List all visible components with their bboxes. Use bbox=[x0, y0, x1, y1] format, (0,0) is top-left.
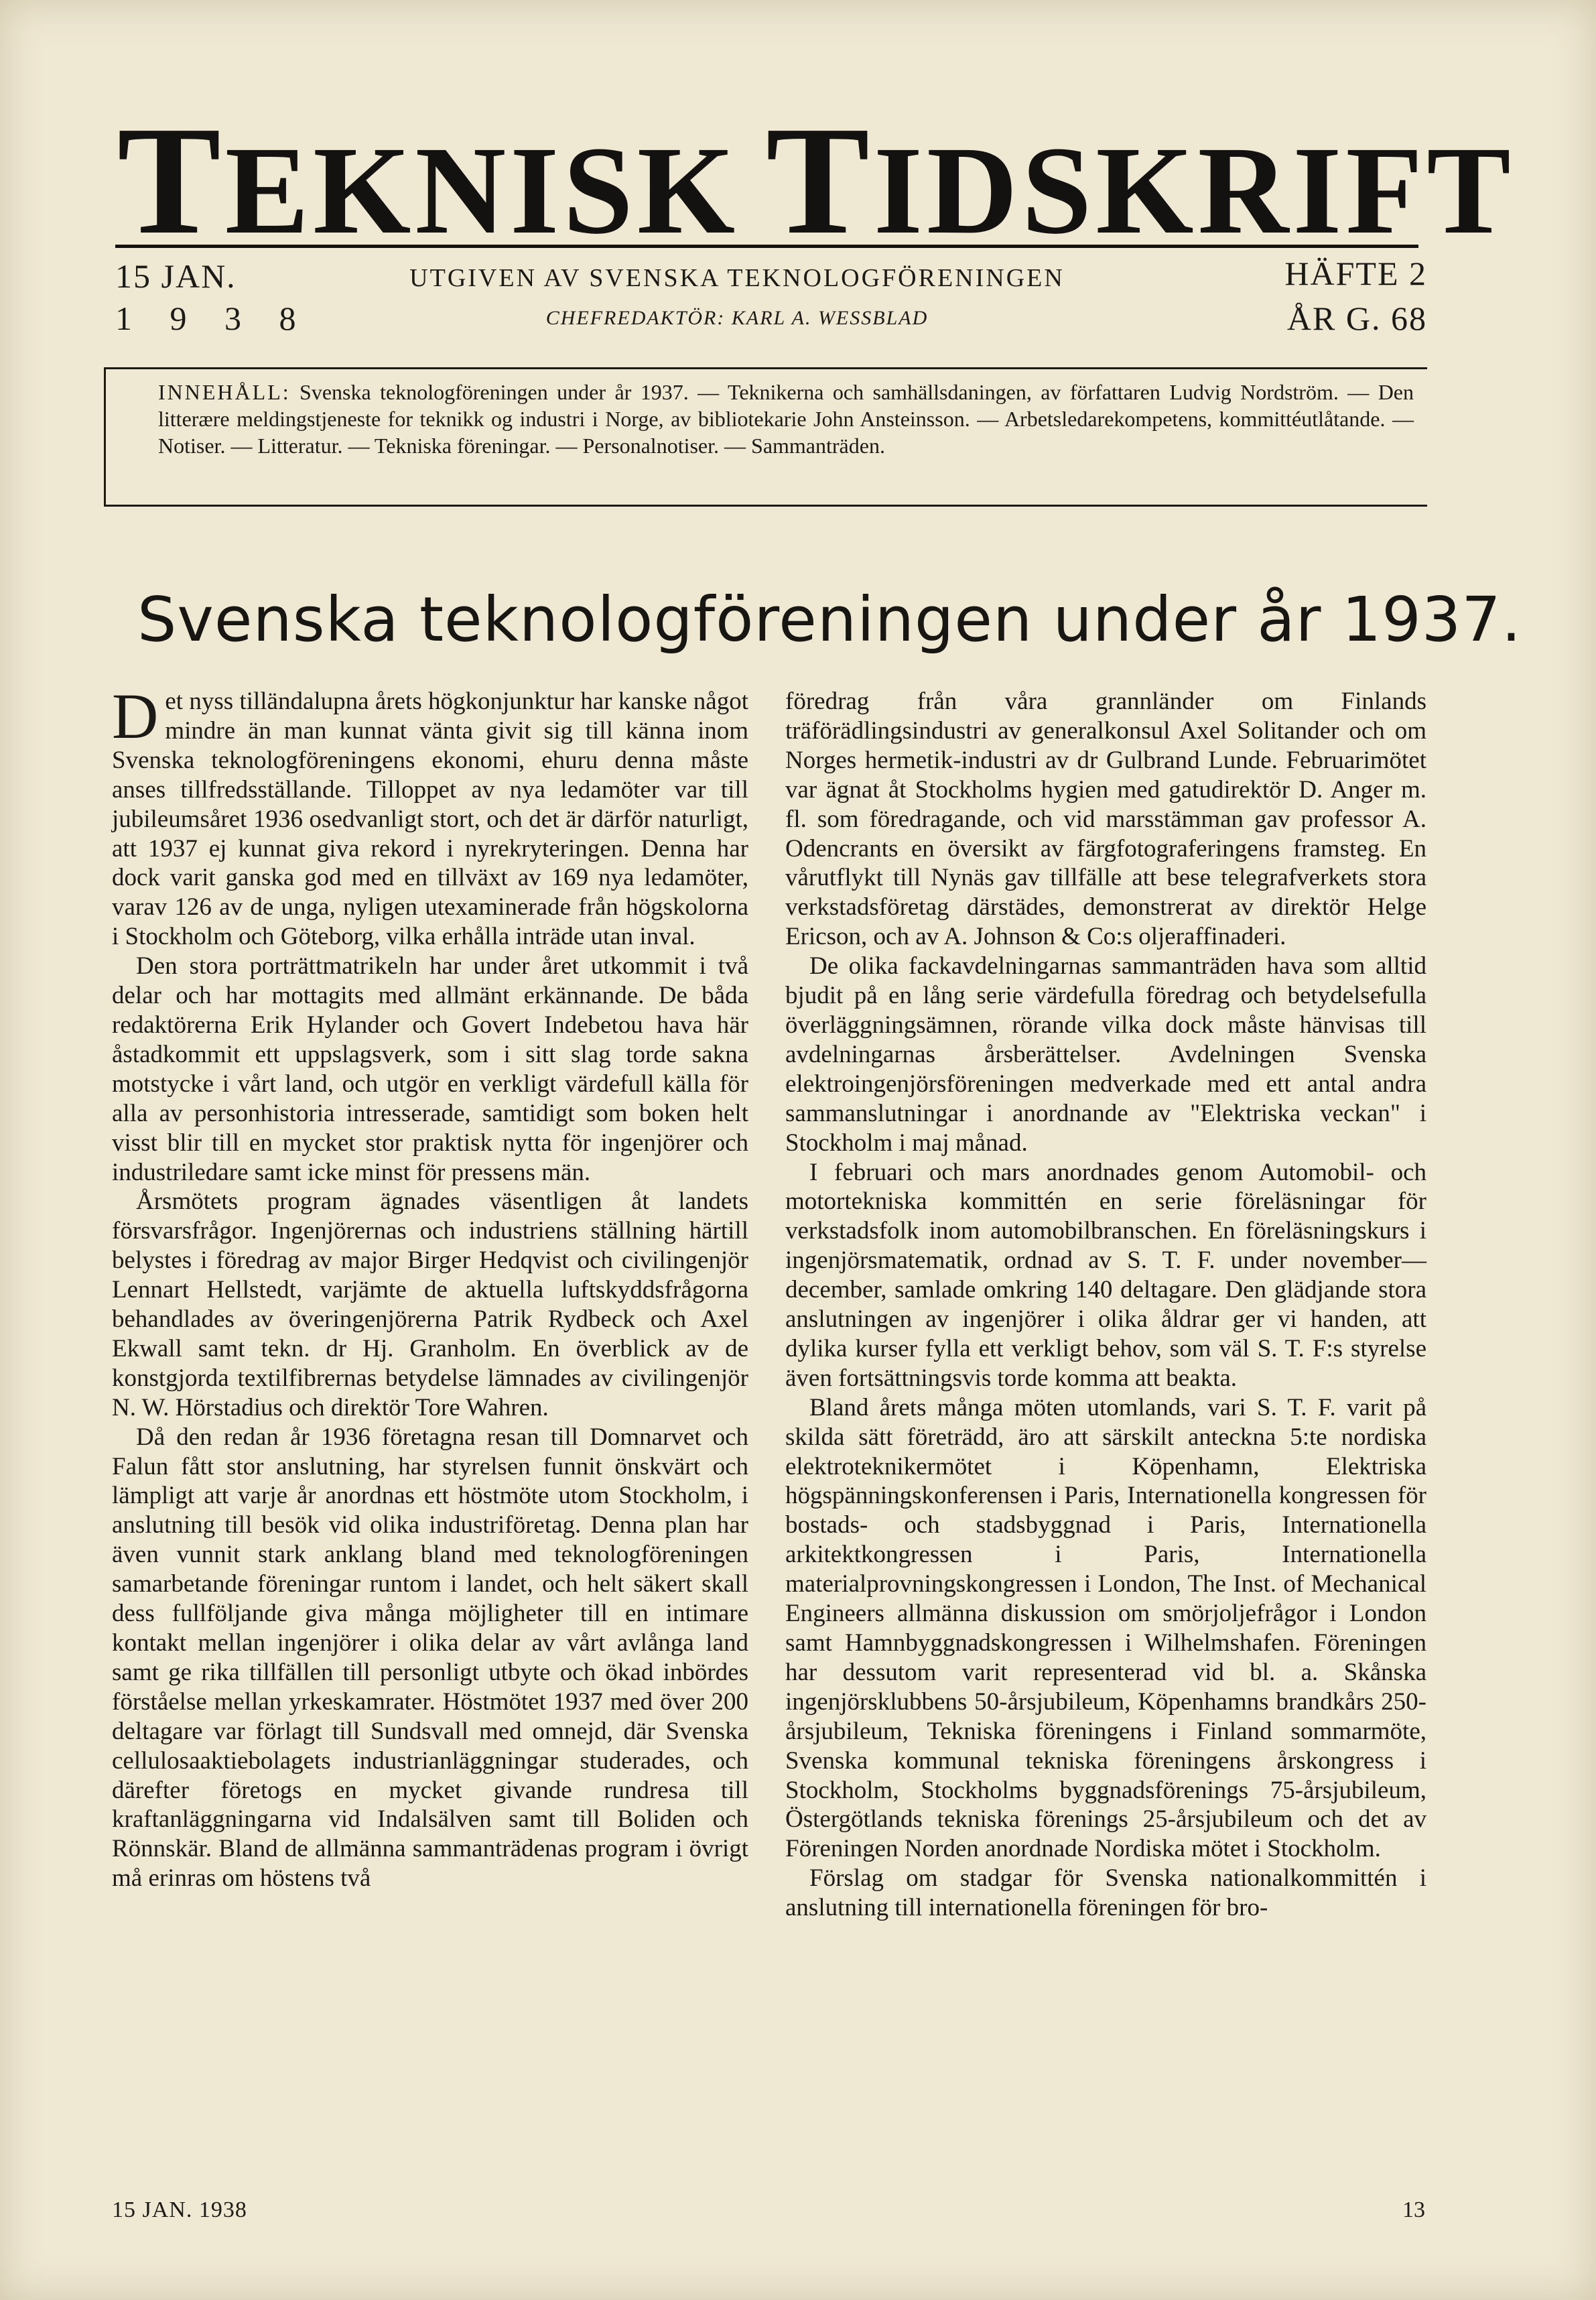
paragraph: Årsmötets program ägnades väsentligen åt landets försvarsfrågor. Ingenjörernas och industriens ställning härtill belystes i föredrag av major Birger Hedqvist och civilingenjör Lennart Hellstedt, varjämte de aktuella luftskyddsfrågorna behandlades av överingenjörerna Patrik Rydbeck och Axel Ekwall samt tekn. dr Hj. Granholm. En överblick av de konstgjorda textilfibrernas betydelse lämnades av civilingenjör N. W. Hörstadius och direktör Tore Wahren. bbox=[112, 1188, 748, 1421]
paragraph: föredrag från våra grannländer om Finlands träförädlingsindustri av generalkonsul Axel Solitander och om Norges hermetik-industri av dr Gulbrand Lunde. Februarimötet var ägnat åt Stockholms hygien med gatudirektör D. Anger m. fl. som föredragande, och vid marsstämman gav professor A. Odencrants en översikt av färgfotograferingens framsteg. En vårutflykt till Nynäs gav tillfälle att bese telegrafverkets stora verkstadsföretag därstädes, demonstrerat av direktör Helge Ericson, och av A. Johnson & Co:s oljeraffinaderi. bbox=[785, 688, 1426, 951]
article-column-left bbox=[112, 680, 748, 1893]
paragraph: I februari och mars anordnades genom Automobil- och motortekniska kommittén en serie föreläsningar för verkstadsfolk inom automobilbranschen. En föreläsningskurs i ingenjörsmatematik, ordnad av S. T. F. under november—december, samlade omkring 140 deltagare. Den glädjande stora anslutningen av ingenjörer i olika åldrar ger vi handen, att dylika kurser fylla ett verkligt behov, som väl S. T. F:s styrelse även fortsättningsvis torde komma att beakta. bbox=[785, 1158, 1426, 1392]
drop-cap: D bbox=[112, 680, 159, 752]
issue-year: 1 9 3 8 bbox=[115, 300, 311, 337]
footer-date: 15 JAN. 1938 bbox=[112, 2197, 247, 2222]
paragraph: Det nyss tilländalupna årets högkonjunktur har kanske något mindre än man kunnat vänta givit sig till känna inom Svenska teknologföreningens ekonomi, ehuru denna måste anses tillfredsställande. Tilloppet av nya ledamöter var till jubileumsåret 1936 osedvanligt stort, och det är därför naturligt, att 1937 ej kunnat giva rekord i nyrekryteringen. Denna har dock varit ganska god med en tillväxt av 169 nya ledamöter, varav 126 av de unga, nyligen utexaminerade från högskolorna i Stockholm och Göteborg, vilka erhålla inträde utan inval. bbox=[112, 680, 748, 951]
masthead-title bbox=[117, 94, 1515, 267]
paragraph: Då den redan år 1936 företagna resan till Domnarvet och Falun fått stor anslutning, har styrelsen funnit önskvärt och lämpligt att varje år anordnas ett höstmöte utom Stockholm, i anslutning till besök vid olika industriföretag. Denna plan har även vunnit stark anklang bland med teknologföreningen samarbetande föreningar runtom i landet, och helt säkert skall dess fullföljande giva många möjligheter till en intimare kontakt mellan ingenjörer i olika delar av vårt avlånga land samt ge rika tillfällen till personligt utbyte och ökad inbördes förståelse mellan yrkeskamrater. Höstmötet 1937 med över 200 deltagare var förlagt till Sundsvall med omnejd, där Svenska cellulosaaktiebolagets industrianläggningar studerades, och därefter företogs en mycket givande rundresa till kraftanläggningarna vid Indalsälven samt till Boliden och Rönnskär. Bland de allmänna sammanträdenas program i övrigt må erinras om höstens två bbox=[112, 1423, 748, 1893]
publisher-line: UTGIVEN AV SVENSKA TEKNOLOGFÖRENINGEN bbox=[409, 264, 1065, 292]
article-column-right bbox=[785, 687, 1426, 1923]
paragraph: De olika fackavdelningarnas sammanträden hava som alltid bjudit på en lång serie värdefulla föredrag och betydelsefulla överläggningsämnen, rörande vilka dock måste hänvisas till avdelningarnas årsberättelser. Avdelningen Svenska elektroingenjörsföreningen medverkade med ett antal andra sammanslutningar i anordnande av "Elektriska veckan" i Stockholm i maj månad. bbox=[785, 952, 1426, 1157]
masthead-word-2: IDSKRIFT bbox=[873, 120, 1515, 260]
editor-line: CHEFREDAKTÖR: KARL A. WESSBLAD bbox=[545, 307, 929, 329]
paragraph: Bland årets många möten utomlands, vari S. T. F. varit på skilda sätt företrädd, äro att särskilt anteckna 5:te nordiska elektroteknikermötet i Köpenhamn, Elektriska högspänningskonferensen i Paris, Internationella kongressen för bostads- och stadsbyggnad i Paris, Internationella arkitektkongressen i Paris, Internationella materialprovningskongressen i London, The Inst. of Mechanical Engineers allmänna diskussion om smörjoljefrågor i London samt Hamnbyggnadskongressen i Wilhelmshafen. Föreningen har dessutom varit representerad vid bl. a. Skånska ingenjörsklubbens 50-årsjubileum, Köpenhamns brandkårs 250-årsjubileum, Tekniska föreningens i Finland sommarmöte, Svenska kommunal tekniska föreningens årskongress i Stockholm, Stockholms byggnadsförenings 75-årsjubileum, Östergötlands tekniska förenings 25-årsjubileum och det av Föreningen Norden anordnade Nordiska mötet i Stockholm. bbox=[785, 1393, 1426, 1863]
masthead-initial-2: T bbox=[766, 94, 874, 267]
paragraph: Förslag om stadgar för Svenska nationalkommittén i anslutning till internationella föreningen för bro- bbox=[785, 1864, 1426, 1922]
volume-number: ÅR G. 68 bbox=[1286, 300, 1427, 337]
issue-date: 15 JAN. bbox=[115, 257, 237, 295]
page-number: 13 bbox=[1402, 2197, 1425, 2222]
contents-box bbox=[104, 367, 1427, 507]
article-title: Svenska teknologföreningen under år 1937. bbox=[137, 584, 1522, 655]
contents-label: INNEHÅLL: bbox=[158, 380, 291, 404]
issue-number: HÄFTE 2 bbox=[1284, 255, 1427, 292]
paragraph: Den stora porträttmatrikeln har under året utkommit i två delar och har mottagits med allmänt erkännande. De båda redaktörerna Erik Hylander och Govert Indebetou hava här åstadkommit ett uppslagsverk, som i sitt slag torde sakna motstycke i vårt land, och utgör en verkligt värdefull källa för alla av personhistoria intresserade, samtidigt som boken helt visst blir till en mycket stor praktisk nytta för ingenjörer och industriledare samt icke minst för pressens män. bbox=[112, 952, 748, 1186]
masthead-word-1: EKNISK bbox=[224, 120, 740, 260]
masthead-rule bbox=[115, 245, 1418, 248]
contents-text: Svenska teknologföreningen under år 1937. — Teknikerna och samhällsdaningen, av författaren Ludvig Nordström. — Den litterære meldingstjeneste for teknikk og industri i Norge, av bibliotekarie John Ansteinsson. — Arbetsledarekompetens, kommittéutlåtande. — Notiser. — Litteratur. — Tekniska föreningar. — Personalnotiser. — Sammanträden. bbox=[158, 380, 1414, 458]
masthead-initial-1: T bbox=[117, 94, 225, 267]
